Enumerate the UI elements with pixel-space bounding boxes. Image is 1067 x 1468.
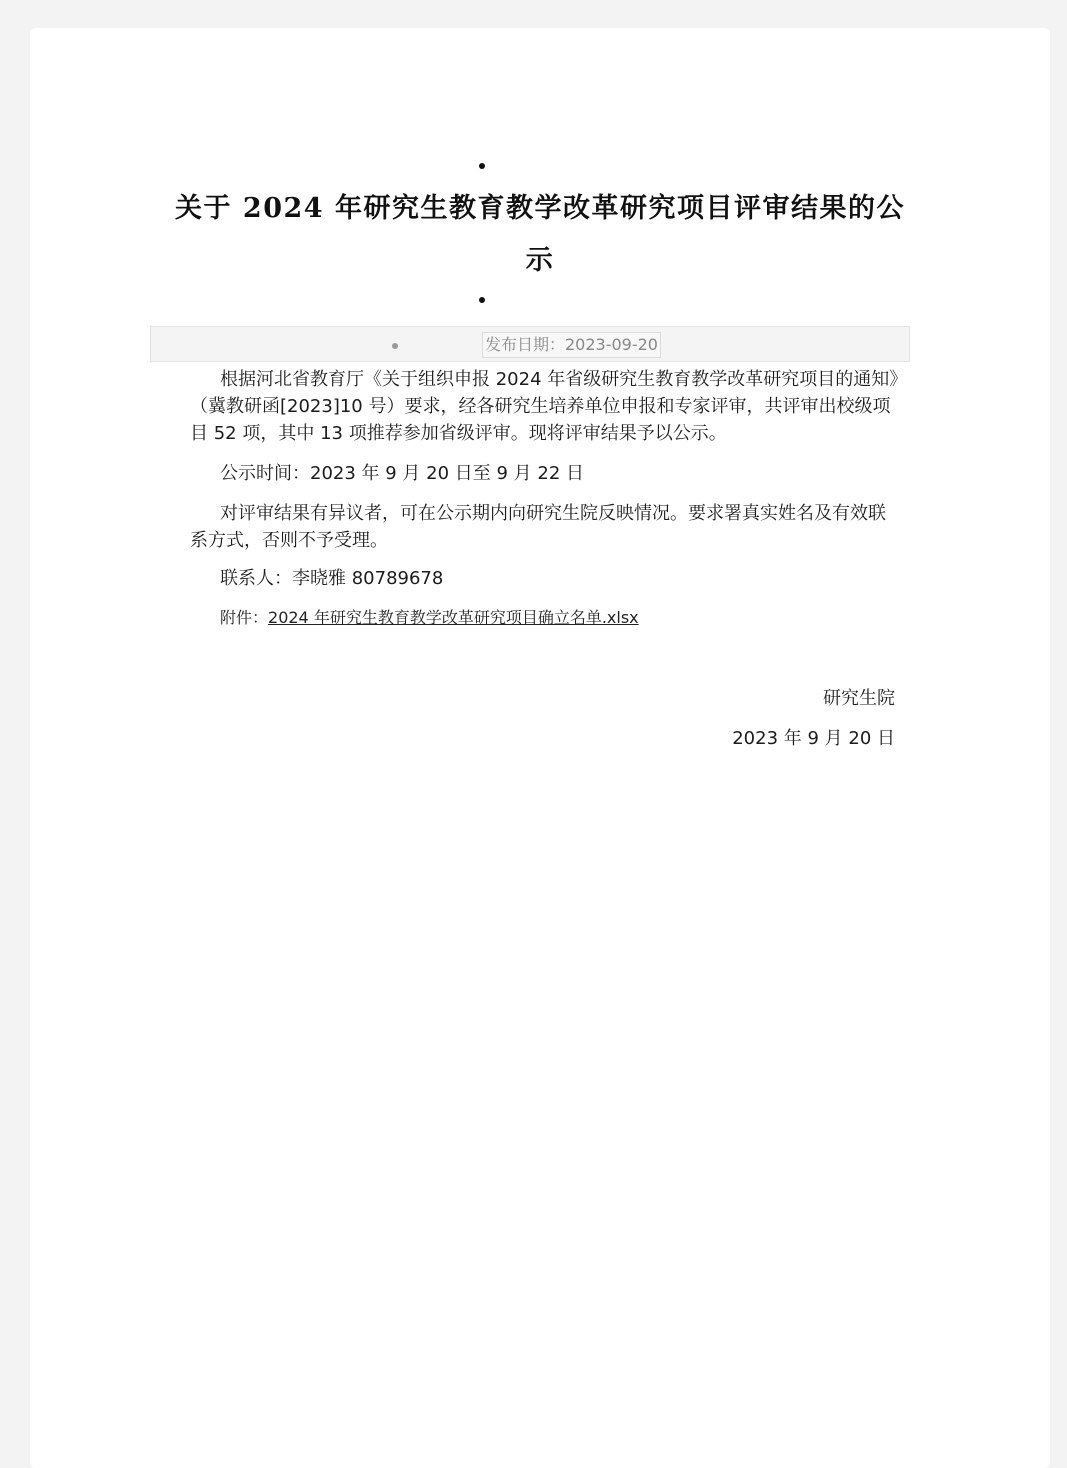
contact-info: 联系人：李晓雅 80789678 bbox=[220, 568, 444, 589]
publish-date: 发布日期：2023-09-20 bbox=[482, 332, 661, 358]
page-title-line-1: 关于 2024 年研究生教育教学改革研究项目评审结果的公 bbox=[175, 193, 905, 224]
publish-date-bar bbox=[150, 326, 910, 362]
signature-date: 2023 年 9 月 20 日 bbox=[732, 728, 895, 749]
bullet-marker bbox=[479, 163, 485, 169]
body-paragraph-2: 对评审结果有异议者，可在公示期内向研究生院反映情况。要求署真实姓名及有效联系方式，否则不予受理。 bbox=[190, 503, 886, 551]
signature-org: 研究生院 bbox=[823, 688, 895, 709]
announcement-period: 公示时间：2023 年 9 月 20 日至 9 月 22 日 bbox=[220, 463, 585, 484]
bullet-marker bbox=[392, 343, 398, 349]
body-paragraph-1: 根据河北省教育厅《关于组织申报 2024 年省级研究生教育教学改革研究项目的通知》（冀教研函[2023]10 号）要求，经各研究生培养单位申报和专家评审，共评审出校级项目 52 项，其中 13 项推荐参加省级评审。现将评审结果予以公示。 bbox=[190, 369, 899, 444]
document-page bbox=[30, 28, 1050, 1468]
attachment-row bbox=[220, 606, 639, 630]
attachment-link[interactable]: 2024 年研究生教育教学改革研究项目确立名单.xlsx bbox=[268, 608, 639, 627]
bullet-marker bbox=[479, 297, 485, 303]
page-title-line-2: 示 bbox=[525, 245, 555, 276]
attachment-label: 附件： bbox=[220, 608, 269, 627]
